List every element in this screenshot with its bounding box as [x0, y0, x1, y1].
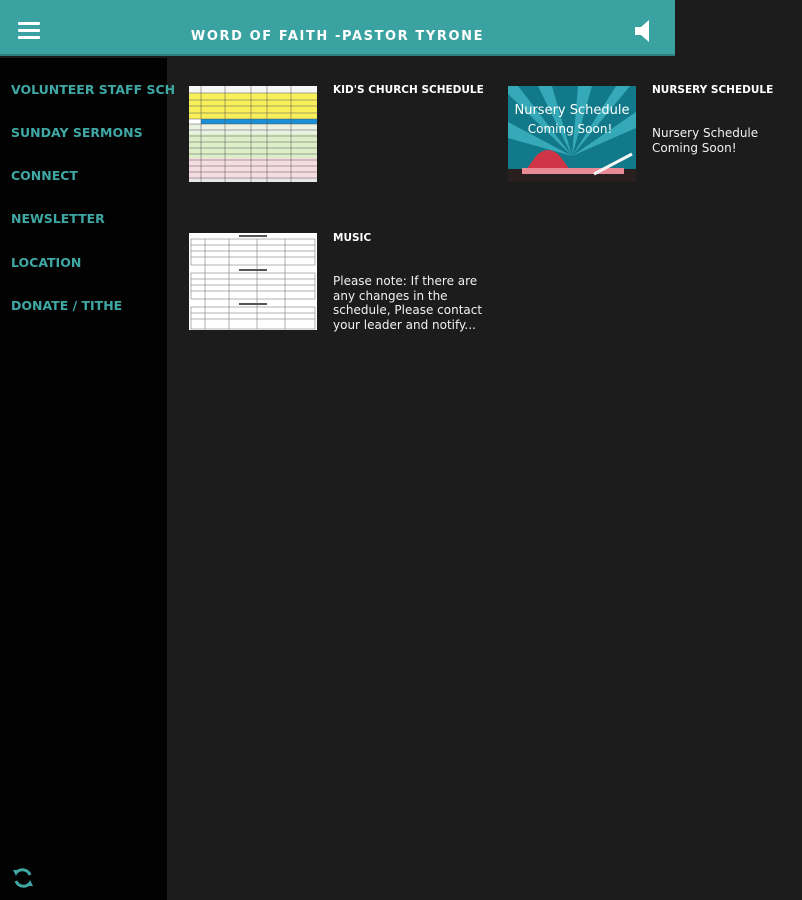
page-title: WORD OF FAITH -PASTOR TYRONE	[190, 29, 485, 44]
sidebar-item-location[interactable]: LOCATION	[11, 255, 82, 270]
sidebar-item-volunteer-staff-schedule[interactable]: VOLUNTEER STAFF SCH	[11, 82, 176, 97]
sidebar-item-connect[interactable]: CONNECT	[11, 168, 78, 183]
nursery-schedule-description[interactable]: Nursery Schedule Coming Soon!	[652, 126, 759, 155]
sidebar-nav	[0, 58, 176, 900]
sidebar-item-donate-tithe[interactable]: DONATE / TITHE	[11, 298, 123, 313]
top-app-bar	[0, 0, 675, 56]
kids-church-schedule-title[interactable]: KID'S CHURCH SCHEDULE	[333, 84, 484, 96]
nursery-thumbnail-text-line2: Coming Soon!	[527, 122, 613, 136]
music-description[interactable]: Please note: If there are any changes in the schedule, Please contact your leader and notify...	[333, 274, 483, 332]
sidebar-item-sunday-sermons[interactable]: SUNDAY SERMONS	[11, 125, 143, 140]
music-thumbnail[interactable]	[189, 233, 317, 330]
nursery-schedule-thumbnail[interactable]	[508, 86, 636, 182]
kids-church-schedule-thumbnail[interactable]	[189, 86, 317, 182]
nursery-schedule-title[interactable]: NURSERY SCHEDULE	[652, 84, 774, 96]
refresh-icon[interactable]	[11, 866, 35, 890]
sidebar-item-newsletter[interactable]: NEWSLETTER	[11, 211, 105, 226]
nursery-thumbnail-text-line1: Nursery Schedule	[514, 103, 630, 118]
speaker-icon[interactable]	[632, 17, 658, 45]
music-title[interactable]: MUSIC	[333, 232, 372, 244]
